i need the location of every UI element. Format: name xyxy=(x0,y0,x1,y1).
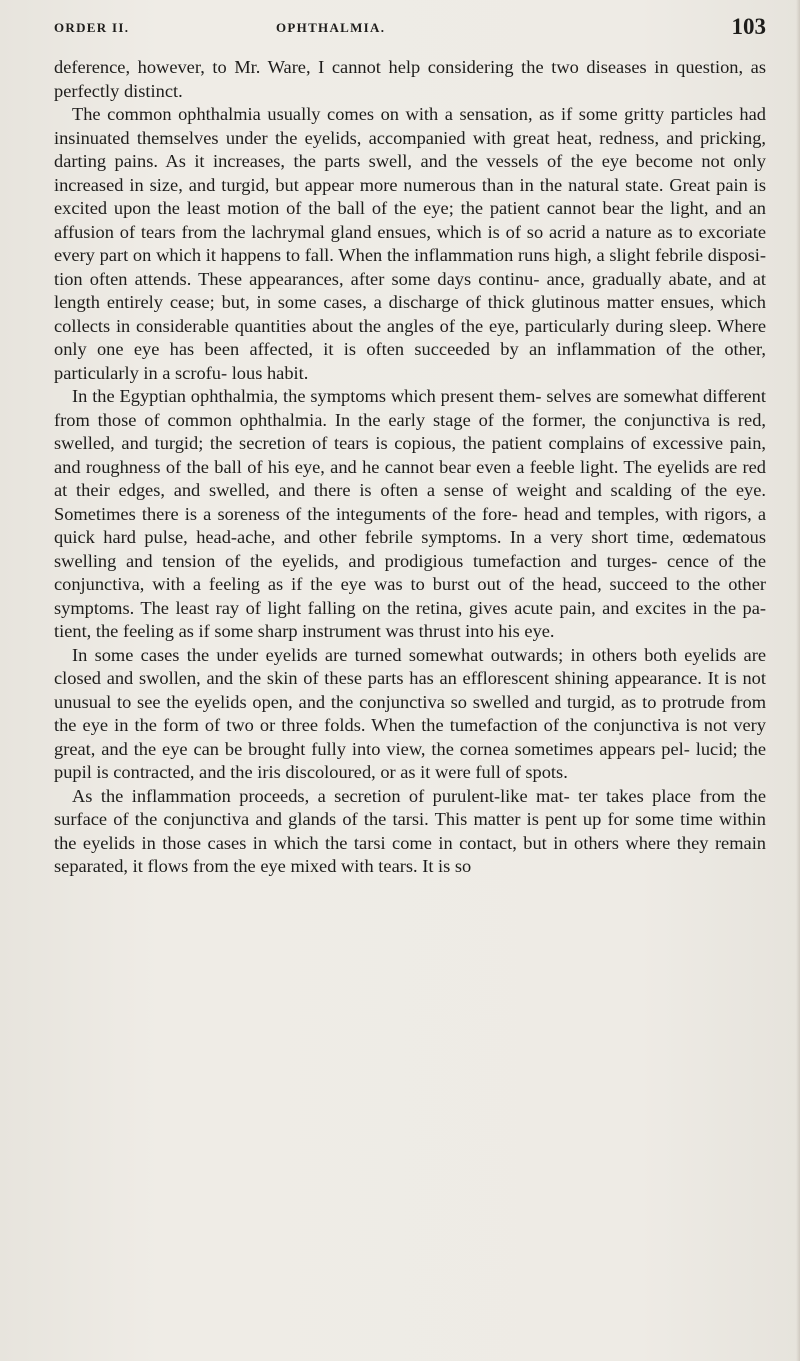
running-header xyxy=(54,14,766,44)
paragraph: In some cases the under eyelids are turned somewhat outwards; in others both eyelids are closed and swollen, and the skin of these parts has an efflorescent shining appearance. It is not unusual to see the eyelids open, and the conjunctiva so swelled and turgid, as to protrude from the eye in the form of two or three folds. When the tumefaction of the conjunctiva is not very great, and the eye can be brought fully into view, the cornea sometimes appears pel- lucid; the pupil is contracted, and the iris discoloured, or as it were full of spots. xyxy=(54,644,766,782)
body-text xyxy=(54,56,766,879)
paragraph: deference, however, to Mr. Ware, I cannot help considering the two diseases in question, as perfectly distinct. xyxy=(54,57,766,101)
paragraph: The common ophthalmia usually comes on with a sensation, as if some gritty particles had insinuated themselves under the eyelids, accompanied with great heat, redness, and pricking, darting pains. As it increases, the parts swell, and the vessels of the eye become not only increased in size, and turgid, but appear more numerous than in the natural state. Great pain is excited upon the least motion of the ball of the eye; the patient cannot bear the light, and an affusion of tears from the lachrymal gland ensues, which is of so acrid a nature as to excoriate every part on which it happens to fall. When the inflammation runs high, a slight febrile disposi- tion often attends. These appearances, after some days continu- ance, gradually abate, and at length entirely cease; but, in some cases, a discharge of thick glutinous matter ensues, which collects in considerable quantities about the angles of the eye, particularly during sleep. Where only one eye has been affected, it is often succeeded by an inflammation of the other, particularly in a scrofu- lous habit. xyxy=(54,104,766,383)
page-number: 103 xyxy=(731,14,766,39)
page-edge-shadow xyxy=(796,0,800,1361)
header-title: OPHTHALMIA. xyxy=(276,20,386,35)
paragraph: In the Egyptian ophthalmia, the symptoms which present them- selves are somewhat different from those of common ophthalmia. In the early stage of the former, the conjunctiva is red, swelled, and turgid; the secretion of tears is copious, the patient complains of excessive pain, and roughness of the ball of his eye, and he cannot bear even a feeble light. The eyelids are red at their edges, and swelled, and there is often a sense of weight and scalding of the eye. Sometimes there is a soreness of the integuments of the fore- head and temples, with rigors, a quick hard pulse, head-ache, and other febrile symptoms. In a very short time, œdematous swelling and tension of the eyelids, and prodigious tumefaction and turges- cence of the conjunctiva, with a feeling as if the eye was to burst out of the head, succeed to the other symptoms. The least ray of light falling on the retina, gives acute pain, and excites in the pa- tient, the feeling as if some sharp instrument was thrust into his eye. xyxy=(54,386,766,641)
header-order: ORDER II. xyxy=(54,20,130,35)
paragraph: As the inflammation proceeds, a secretion of purulent-like mat- ter takes place from the surface of the conjunctiva and glands of the tarsi. This matter is pent up for some time within the eyelids in those cases in which the tarsi come in contact, but in others where they remain separated, it flows from the eye mixed with tears. It is so xyxy=(54,785,766,876)
